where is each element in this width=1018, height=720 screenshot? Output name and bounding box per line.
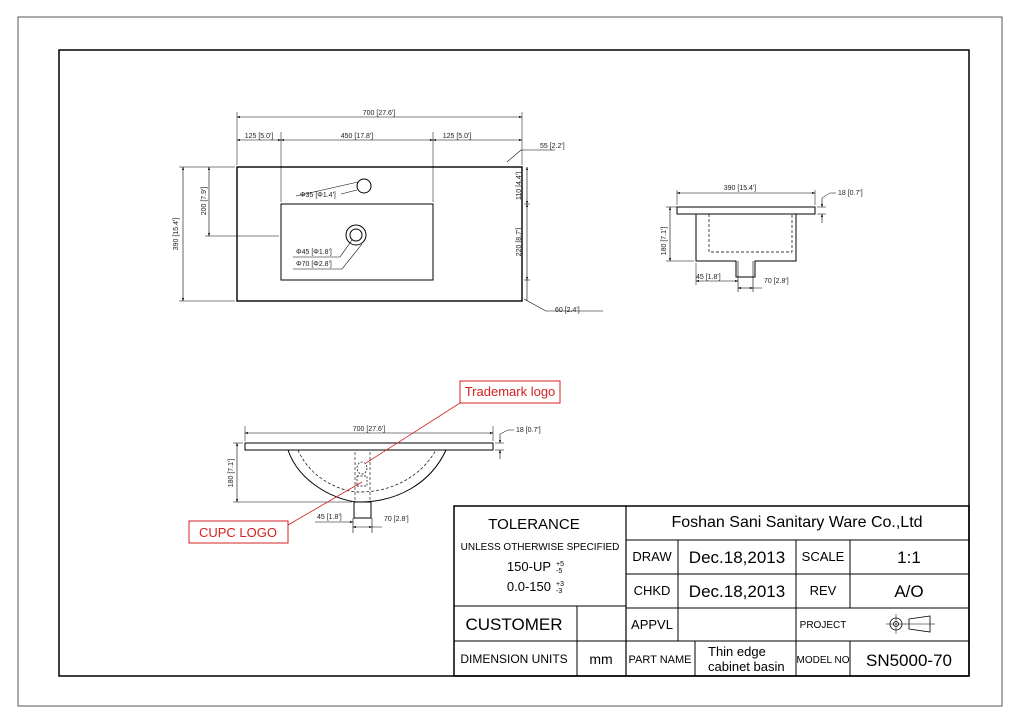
dim-center-width: 450 [17.8'] bbox=[340, 133, 374, 140]
tap-hole-label: Φ35 [Φ1.4'] bbox=[300, 192, 336, 199]
tap-hole bbox=[357, 179, 371, 193]
company-name: Foshan Sani Sanitary Ware Co.,Ltd bbox=[671, 514, 923, 531]
cupc-callout-label: CUPC LOGO bbox=[198, 525, 278, 540]
drain-hole-label: Φ45 [Φ1.8'] bbox=[296, 249, 332, 256]
trademark-logo-mark bbox=[357, 462, 367, 474]
part-name-label: PART NAME bbox=[628, 654, 692, 666]
bowl-outline bbox=[281, 204, 433, 280]
front-dim-height: 180 [7.1'] bbox=[228, 458, 235, 488]
dim-top-edge: 55 [2.2'] bbox=[540, 143, 565, 150]
cupc-logo-mark bbox=[357, 476, 367, 486]
project-label: PROJECT bbox=[799, 620, 847, 631]
side-dim-drain-offset: 45 [1.8'] bbox=[696, 274, 721, 281]
scale-label: SCALE bbox=[801, 549, 845, 564]
dim-overall-width: 700 [27.6'] bbox=[362, 110, 396, 117]
trademark-callout-label: Trademark logo bbox=[464, 384, 556, 399]
trademark-callout bbox=[366, 381, 560, 463]
dim-inner-offset: 200 [7.9'] bbox=[201, 186, 208, 216]
tolerance-heading: TOLERANCE bbox=[488, 516, 580, 533]
tolerance-line1-plus: +5 bbox=[556, 561, 564, 568]
dim-left-margin: 125 [5.0'] bbox=[244, 133, 274, 140]
side-dim-thickness: 18 [0.7'] bbox=[838, 190, 863, 197]
chkd-date: Dec.18,2013 bbox=[688, 582, 786, 601]
side-dim-drain-width: 70 [2.8'] bbox=[764, 278, 789, 285]
side-slab bbox=[677, 207, 815, 214]
projection-symbol bbox=[886, 614, 935, 634]
dim-bowl-depth-side: 220 [8.7'] bbox=[516, 227, 523, 257]
dim-tap-offset: 110 [4.4'] bbox=[516, 171, 523, 201]
draw-label: DRAW bbox=[632, 549, 672, 564]
tolerance-note: UNLESS OTHERWISE SPECIFIED bbox=[460, 542, 620, 553]
tolerance-line1: 150-UP bbox=[506, 559, 551, 574]
scale-value: 1:1 bbox=[897, 548, 921, 567]
drain-inner-circle bbox=[350, 229, 362, 241]
front-dim-drain-width: 70 [2.8'] bbox=[384, 516, 409, 523]
model-no-label: MODEL NO bbox=[796, 655, 850, 666]
dim-right-margin: 125 [5.0'] bbox=[442, 133, 472, 140]
front-slab bbox=[245, 443, 493, 450]
side-view bbox=[666, 190, 836, 292]
side-dim-width: 390 [15.4'] bbox=[723, 185, 757, 192]
side-bowl bbox=[696, 214, 796, 277]
front-bowl-curve bbox=[288, 450, 446, 502]
drain-outer-label: Φ70 [Φ2.8'] bbox=[296, 261, 332, 268]
front-drain bbox=[354, 502, 371, 518]
model-no-value: SN5000-70 bbox=[865, 651, 953, 670]
front-dim-drain-offset: 45 [1.8'] bbox=[317, 514, 342, 521]
dimension-units-value: mm bbox=[589, 651, 613, 667]
basin-outline bbox=[237, 167, 522, 301]
part-name-line2: cabinet basin bbox=[708, 659, 785, 674]
part-name-line1: Thin edge bbox=[708, 644, 766, 659]
dim-overall-depth: 390 [15.4'] bbox=[173, 217, 180, 251]
side-dim-height: 180 [7.1'] bbox=[661, 226, 668, 256]
top-view bbox=[179, 112, 603, 311]
outer-sheet-border bbox=[18, 17, 1002, 706]
cupc-callout bbox=[189, 482, 362, 543]
rev-value: A/O bbox=[894, 582, 924, 601]
appvl-label: APPVL bbox=[631, 617, 673, 632]
dim-bottom-edge: 60 [2.4'] bbox=[555, 307, 580, 314]
drain-outer-circle bbox=[346, 225, 366, 245]
rev-label: REV bbox=[809, 583, 837, 598]
front-view bbox=[233, 426, 514, 533]
draw-date: Dec.18,2013 bbox=[688, 548, 786, 567]
tolerance-line1-minus: -5 bbox=[556, 568, 563, 575]
chkd-label: CHKD bbox=[633, 583, 671, 598]
tolerance-line2-minus: -3 bbox=[556, 588, 563, 595]
tolerance-line2-plus: +3 bbox=[556, 581, 564, 588]
front-dim-thickness: 18 [0.7'] bbox=[516, 427, 541, 434]
tolerance-line2: 0.0-150 bbox=[506, 579, 551, 594]
front-dim-width: 700 [27.6'] bbox=[352, 426, 386, 433]
dimension-units-label: DIMENSION UNITS bbox=[460, 652, 568, 666]
customer-label: CUSTOMER bbox=[465, 615, 563, 634]
